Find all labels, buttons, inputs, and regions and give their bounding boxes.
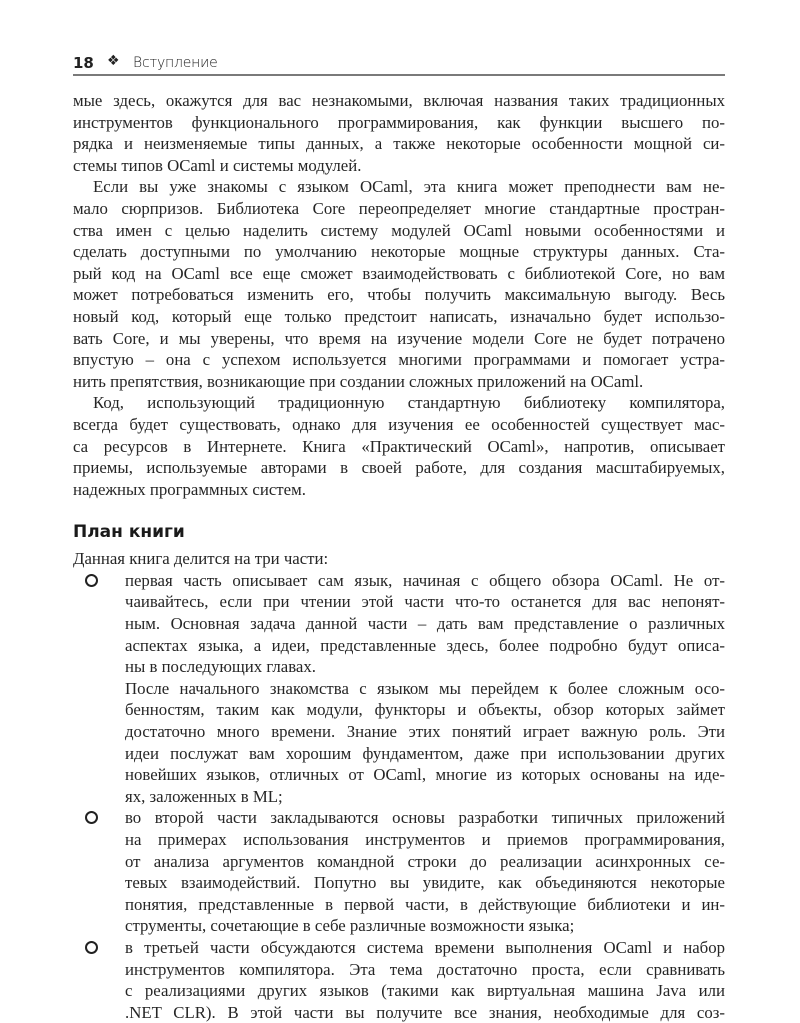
text-line: всегда будет существовать, однако для изучения ее особенностей существует мас- [73, 414, 725, 434]
bullet-circle-icon [85, 941, 98, 954]
text-line: с реализациями других языков (такими как виртуальная машина Java или [125, 981, 725, 1001]
bullet-circle-icon [85, 811, 98, 824]
text-line: ны в последующих главах. [125, 657, 316, 677]
page-number: 18 [73, 54, 94, 72]
text-line: понятия, представленные в первой части, в действующие библиотеки и ин- [125, 894, 725, 914]
list-item-paragraph [125, 807, 725, 937]
ornament-icon: ❖ [107, 53, 120, 69]
section-heading: План книги [73, 522, 185, 543]
chapter-title: Вступление [133, 55, 218, 71]
text-line: вать Core, и мы уверены, что время на изучение модели Core не будет потрачено [73, 328, 725, 348]
text-line: ства имен с целью наделить систему модулей OCaml новыми особенностями и [73, 220, 725, 240]
text-line: во второй части закладываются основы разработки типичных приложений [125, 808, 725, 828]
paragraph-stdlib [73, 392, 725, 500]
text-line: рый код на OCaml все еще сможет взаимодействовать с библиотекой Core, но вам [73, 263, 725, 283]
text-line: Если вы уже знакомы с языком OCaml, эта книга может преподнести вам не- [93, 177, 725, 197]
text-line: идеи послужат вам хорошим фундаментом, даже при использовании других [125, 743, 725, 763]
text-line: мые здесь, окажутся для вас незнакомыми, включая названия таких традиционных [73, 91, 725, 110]
text-line: от анализа аргументов командной строки до реализации асинхронных се- [125, 851, 725, 871]
text-line: чаивайтесь, если при чтении этой части что-то останется для вас непонят- [125, 592, 725, 612]
paragraph-core-intro [73, 176, 725, 392]
list-item-paragraph [125, 678, 725, 808]
list-item [73, 937, 725, 1023]
bullet-circle-icon [85, 574, 98, 587]
text-line: аспектах языка, а идеи, представленные здесь, более подробно будут описа- [125, 635, 725, 655]
text-line: мало сюрпризов. Библиотека Core переопределяет многие стандартные простран- [73, 198, 725, 218]
text-line: После начального знакомства с языком мы перейдем к более сложным осо- [125, 678, 725, 698]
paragraph-continued [73, 90, 725, 176]
text-line: первая часть описывает сам язык, начиная с общего обзора OCaml. Не от- [125, 570, 725, 590]
text-line: инструментов функционального программирования, как функции высшего по- [73, 112, 725, 132]
text-line: ях, заложенных в ML; [125, 786, 283, 806]
text-line: достаточно много времени. Знание этих понятий играет важную роль. Эти [125, 722, 725, 742]
text-line: новый код, который еще только предстоит написать, изначально будет использо- [73, 306, 725, 326]
body-text [73, 90, 725, 1023]
text-line: бенностям, таким как модули, функторы и объекты, обзор которых займет [125, 700, 725, 720]
text-line: инструментов компилятора. Эта тема достаточно проста, если сравнивать [125, 959, 725, 979]
text-line: .NET CLR). В этой части вы получите все знания, необходимые для соз- [125, 1002, 725, 1022]
text-line: впустую – она с успехом используется многими программами и помогает устра- [73, 350, 725, 370]
text-line: в третьей части обсуждаются система времени выполнения OCaml и набор [125, 937, 725, 957]
book-parts-list [73, 570, 725, 1023]
text-line: струменты, сочетающие в себе различные возможности языка; [125, 916, 575, 936]
text-line: тевых взаимодействий. Попутно вы увидите, как объединяются некоторые [125, 873, 725, 893]
text-line: стемы типов OCaml и системы модулей. [73, 155, 362, 175]
text-line: сделать доступными по умолчанию некоторые мощные структуры данных. Ста- [73, 242, 725, 262]
text-line: на примерах использования инструментов и приемов программирования, [125, 830, 725, 849]
text-line: са ресурсов в Интернете. Книга «Практический OCaml», напротив, описывает [73, 436, 725, 456]
text-line: может потребоваться изменить его, чтобы получить максимальную выгоду. Весь [73, 285, 725, 305]
list-item [73, 807, 725, 937]
list-item-paragraph [125, 937, 725, 1023]
text-line: ным. Основная задача данной части – дать вам представление о различных [125, 614, 725, 634]
text-line: Код, использующий традиционную стандартную библиотеку компилятора, [93, 393, 725, 413]
running-header [73, 52, 725, 76]
text-line: надежных программных систем. [73, 479, 306, 499]
text-line: новейших языков, отличных от OCaml, многие из которых основаны на иде- [125, 765, 725, 785]
list-item-paragraph [125, 570, 725, 678]
text-line: приемы, используемые авторами в своей работе, для создания масштабируемых, [73, 458, 725, 478]
list-item [73, 570, 725, 808]
section-intro: Данная книга делится на три части: [73, 549, 329, 569]
text-line: нить препятствия, возникающие при создании сложных приложений на OCaml. [73, 371, 644, 391]
text-line: рядка и неизменяемые типы данных, а также некоторые особенности мощной си- [73, 134, 725, 154]
